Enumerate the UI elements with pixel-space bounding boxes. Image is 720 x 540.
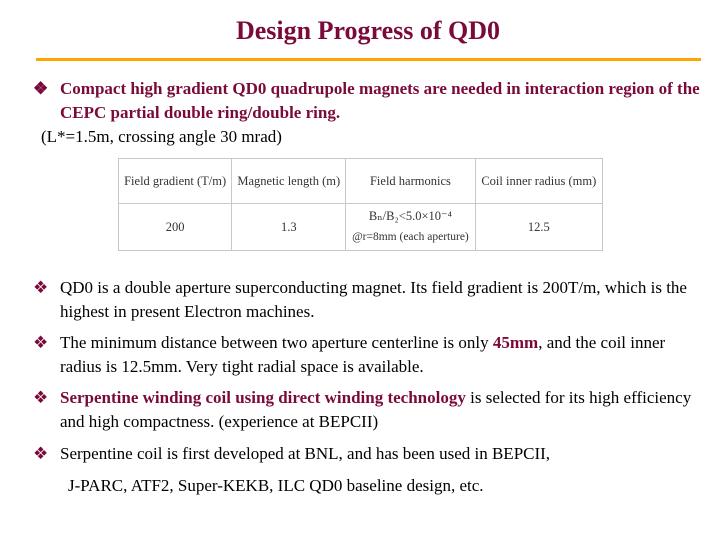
- bullet-text: QD0 is a double aperture superconducting magnet. Its field gradient is 200T/m, which is the highest in present Electron machines.: [60, 278, 687, 321]
- bullet-diamond-icon: ❖: [33, 444, 49, 463]
- bullet-text-post: is selected for its high efficiency and high compactness. (experience at BEPCII): [60, 388, 692, 431]
- title-underline: [36, 58, 701, 61]
- bullet-serpentine-winding: [33, 386, 693, 434]
- table-value-row: [119, 204, 603, 251]
- bullet-compact-magnets: [33, 77, 705, 149]
- bullet-subtext: (L*=1.5m, crossing angle 30 mrad): [41, 127, 282, 146]
- bullet-emphasis: 45mm: [492, 333, 539, 352]
- bullet-text: [33, 331, 693, 379]
- bullet-diamond-icon: ❖: [33, 333, 49, 352]
- bullet-text: Compact high gradient QD0 quadrupole magnets are needed in interaction region of the CEPC partial double ring/double ring.: [60, 79, 700, 122]
- slide-title: Design Progress of QD0: [235, 16, 501, 45]
- harmonics-note: @r=8mm (each aperture): [352, 231, 469, 243]
- header-field-gradient: Field gradient (T/m): [119, 159, 232, 204]
- header-magnetic-length: Magnetic length (m): [232, 159, 346, 204]
- bullet-serpentine-history: [33, 442, 693, 498]
- value-magnetic-length: 1.3: [232, 204, 346, 251]
- bullet-text-post: , and the coil inner radius is 12.5mm. Very tight radial space is available.: [60, 333, 666, 376]
- bullet-text: [33, 386, 693, 434]
- table-header-row: [119, 159, 603, 204]
- value-coil-inner-radius: 12.5: [475, 204, 602, 251]
- bullet-emphasis: Serpentine winding coil using direct winding technology: [60, 388, 466, 407]
- bullet-text: [33, 442, 693, 498]
- bullet-diamond-icon: ❖: [33, 79, 49, 98]
- header-coil-inner-radius: Coil inner radius (mm): [475, 159, 602, 204]
- value-field-harmonics: [346, 204, 475, 251]
- parameter-table: [118, 158, 603, 251]
- bullet-diamond-icon: ❖: [33, 388, 49, 407]
- bullet-aperture-distance: [33, 331, 693, 379]
- header-field-harmonics: Field harmonics: [346, 159, 475, 204]
- bullet-double-aperture: [33, 276, 693, 324]
- value-field-gradient: 200: [119, 204, 232, 251]
- bullet-line-1: Serpentine coil is first developed at BNL, and has been used in BEPCII,: [60, 444, 551, 463]
- harmonics-limit: Bₙ/B₂<5.0×10⁻⁴: [368, 209, 452, 223]
- bullet-line-2: J-PARC, ATF2, Super-KEKB, ILC QD0 baseline design, etc.: [68, 476, 484, 495]
- bullet-text-pre: The minimum distance between two aperture centerline is only: [60, 333, 493, 352]
- bullet-diamond-icon: ❖: [33, 278, 49, 297]
